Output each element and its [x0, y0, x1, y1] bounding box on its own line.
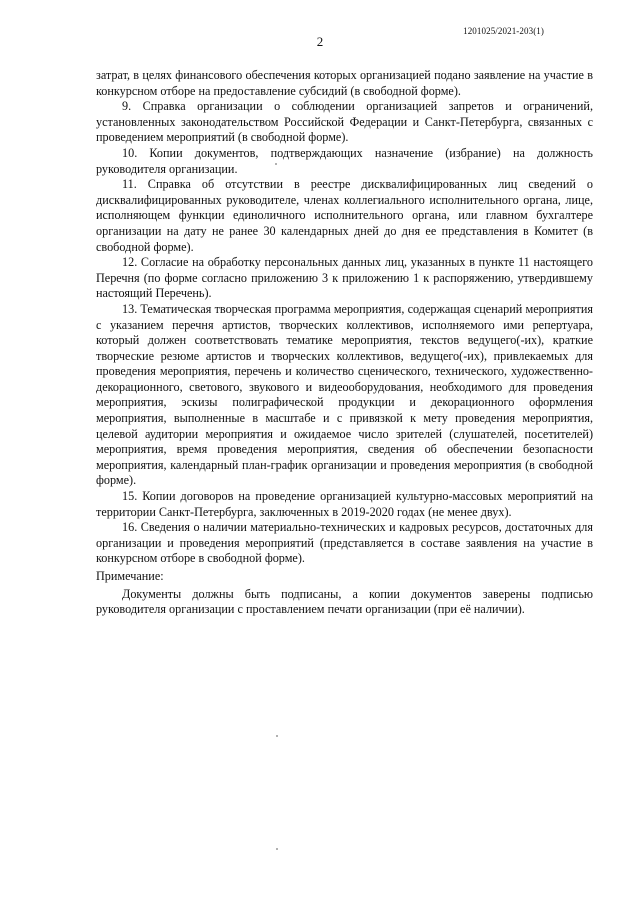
scan-speck	[276, 735, 278, 737]
paragraph-item-13: 13. Тематическая творческая программа мероприятия, содержащая сценарий мероприятия с указанием перечня артистов, творческих коллективов, исполняемого ими репертуара, который должен соответствовать тематике мероприятия, текстов ведущего(-их), краткие творческие резюме артистов и творческих коллективов, ведущего(-их), привлекаемых для проведения мероприятия, перечень и количество сценического, технического, художественно-декорационного, светового, звукового и видеооборудования, необходимого для проведения мероприятия, эскизы полиграфической продукции и декорационного оформления мероприятия, выполненные в масштабе и с привязкой к мету проведения мероприятия, целевой аудитории мероприятия и ожидаемое число зрителей (слушателей, посетителей) мероприятия, время проведения мероприятия, сведения об обеспечении безопасности мероприятия, календарный план-график организации и проведения мероприятия (в свободной форме).	[96, 301, 593, 488]
document-body	[96, 68, 593, 567]
paragraph-item-10: 10. Копии документов, подтверждающих назначение (избрание) на должность руководителя организации.	[96, 145, 593, 176]
document-code: 1201025/2021-203(1)	[463, 26, 544, 36]
paragraph-item-9: 9. Справка организации о соблюдении организацией запретов и ограничений, установленных законодательством Российской Федерации и Санкт-Петербурга, связанных с проведением мероприятий (в свободной форме).	[96, 99, 593, 145]
paragraph-item-12: 12. Согласие на обработку персональных данных лиц, указанных в пункте 11 настоящего Перечня (по форме согласно приложению 3 к приложению 1 к распоряжению, утвердившему настоящий Перечень).	[96, 255, 593, 301]
note-text: Документы должны быть подписаны, а копии документов заверены подписью руководителя организации с проставлением печати организации (при её наличии).	[96, 586, 593, 617]
page-number: 2	[316, 34, 324, 49]
paragraph-continuation: затрат, в целях финансового обеспечения которых организацией подано заявление на участие в конкурсном отборе на предоставление субсидий (в свободной форме).	[96, 68, 593, 98]
scan-speck	[275, 163, 277, 165]
scan-speck	[276, 848, 278, 850]
note-section	[96, 569, 593, 618]
note-title: Примечание:	[96, 569, 164, 583]
paragraph-item-16: 16. Сведения о наличии материально-технических и кадровых ресурсов, достаточных для организации и проведения мероприятий (представляется в составе заявления на участие в конкурсном отборе в свободной форме).	[96, 520, 593, 566]
paragraph-item-11: 11. Справка об отсутствии в реестре дисквалифицированных лиц сведений о дисквалифицированных руководителе, членах коллегиального исполнительного органа, лице, исполняющем функции единоличного исполнительного органа, или главном бухгалтере организации на дату не ранее 30 календарных дней до дня ее представления в Комитет (в свободной форме).	[96, 177, 593, 254]
paragraph-item-15: 15. Копии договоров на проведение организацией культурно-массовых мероприятий на территории Санкт-Петербурга, заключенных в 2019-2020 годах (не менее двух).	[96, 489, 593, 519]
